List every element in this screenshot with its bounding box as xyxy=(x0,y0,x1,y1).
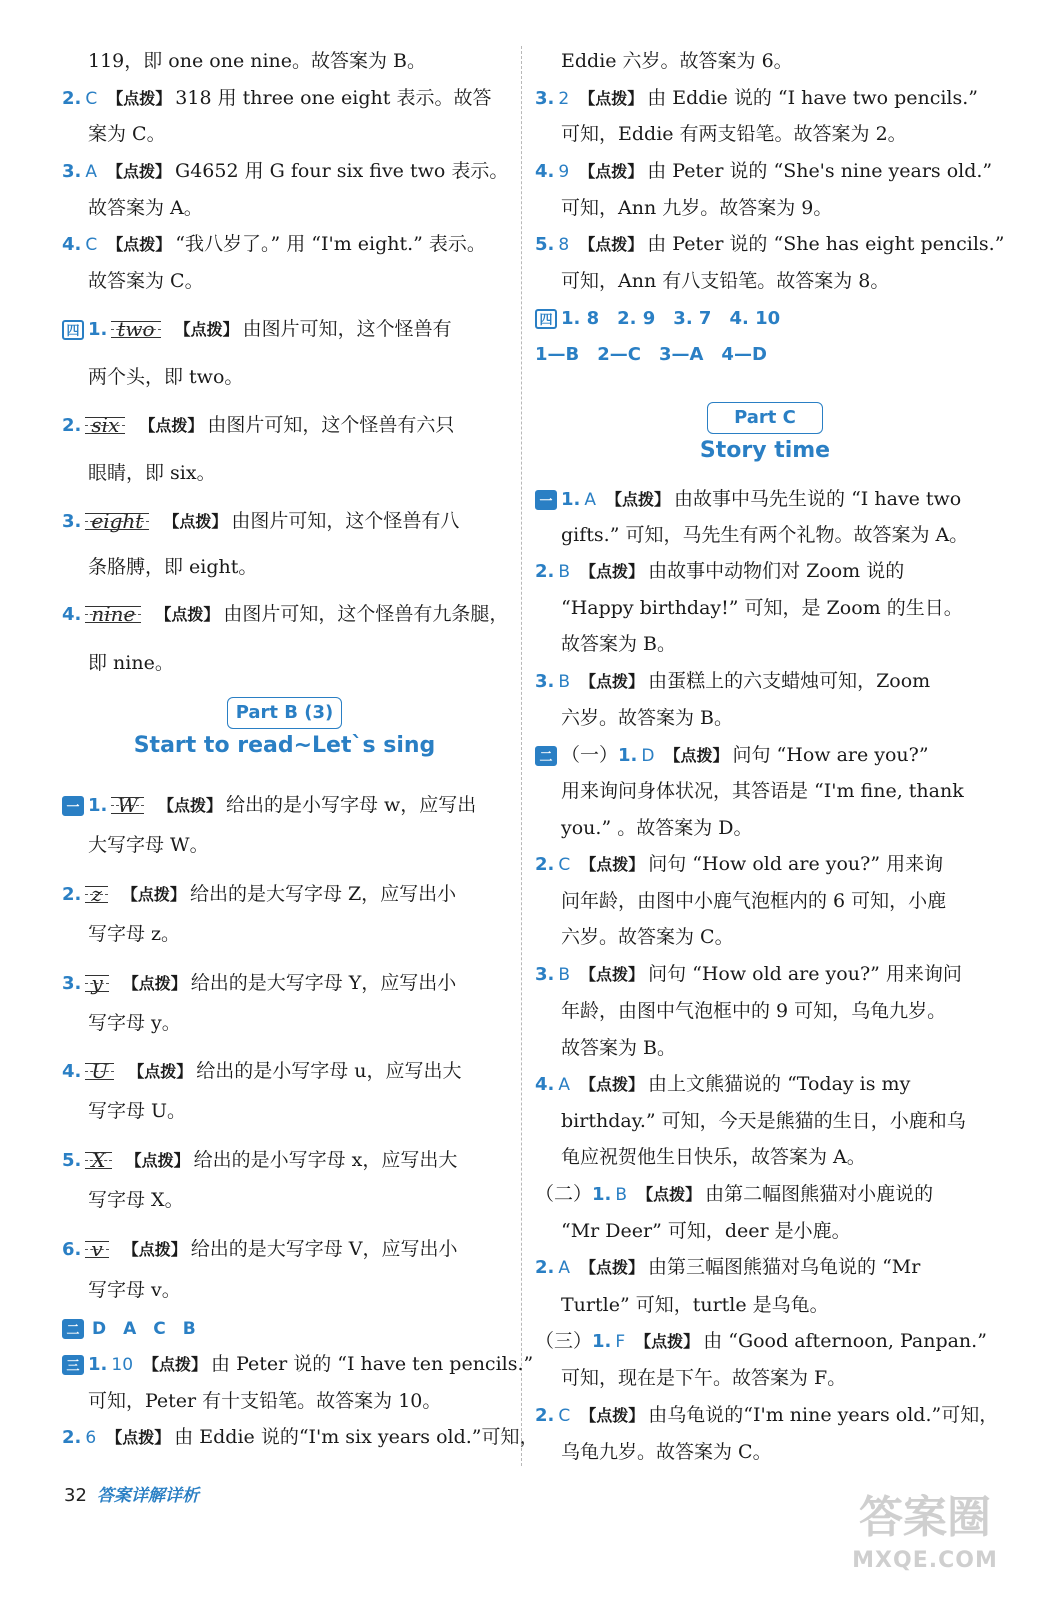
answer-item xyxy=(62,504,507,534)
answer-value: 9 xyxy=(558,162,570,182)
hint-text: 由 Peter 说的 “I have ten pencils.” xyxy=(211,1353,534,1375)
hint-label: 【点拨】 xyxy=(637,1185,702,1204)
answer-letter: F xyxy=(615,1332,626,1352)
text-line: 条胳膊，即 eight。 xyxy=(88,556,258,578)
text-line: Turtle” 可知，turtle 是乌龟。 xyxy=(561,1294,829,1316)
hint-text: 由 Eddie 说的“I'm six years old.”可知， xyxy=(174,1426,539,1448)
part-heading xyxy=(62,697,507,758)
hint-text: 由第三幅图熊猫对乌龟说的 “Mr xyxy=(648,1256,921,1278)
item-number: 2. xyxy=(62,884,82,905)
hint-text: 由故事中马先生说的 “I have two xyxy=(674,488,962,510)
hint-label: 【点拨】 xyxy=(128,1062,193,1081)
answer-item xyxy=(62,83,507,113)
handwriting-line xyxy=(85,504,149,540)
text-line: 眼睛，即 six。 xyxy=(88,462,216,484)
text-line: you.” 。故答案为 D。 xyxy=(561,817,753,839)
item-number: 3. xyxy=(535,88,555,109)
hint-label: 【点拨】 xyxy=(125,1151,190,1170)
answer-item xyxy=(62,1232,507,1262)
handwriting-line xyxy=(85,1054,114,1090)
handwritten-letter: y xyxy=(91,971,103,995)
hint-label: 【点拨】 xyxy=(163,512,228,531)
hint-text: 由图片可知，这个怪兽有九条腿， xyxy=(223,603,509,625)
item-number: 5. xyxy=(535,234,555,255)
answer-item xyxy=(62,1313,507,1343)
item-number: 2. xyxy=(62,88,82,109)
item-number: 3. xyxy=(62,161,82,182)
item-number: 2. xyxy=(535,1257,555,1278)
hint-label: 【点拨】 xyxy=(157,796,222,815)
hint-label: 【点拨】 xyxy=(580,1075,645,1094)
item-number: 1. xyxy=(88,319,108,340)
text-line: “Happy birthday!” 可知，是 Zoom 的生日。 xyxy=(561,597,963,619)
text-line: 可知，现在是下午。故答案为 F。 xyxy=(561,1367,847,1389)
item-number: 4. xyxy=(535,161,555,182)
text-line: 写字母 y。 xyxy=(88,1012,181,1034)
hint-label: 【点拨】 xyxy=(107,235,172,254)
handwritten-word: two xyxy=(117,317,155,341)
handwriting-line xyxy=(111,312,160,348)
text-line: Eddie 六岁。故答案为 6。 xyxy=(561,50,793,72)
item-number: 4. xyxy=(62,604,82,625)
item-number: 3. xyxy=(62,511,82,532)
answer-item xyxy=(62,1143,507,1173)
answer-letter: B xyxy=(558,672,571,692)
text-line: 问年龄，由图中小鹿气泡框内的 6 可知，小鹿 xyxy=(561,890,947,912)
handwriting-line xyxy=(85,408,125,444)
section-marker: 四 xyxy=(62,320,84,340)
item-number: 2. xyxy=(62,1427,82,1448)
text-line: 可知，Ann 九岁。故答案为 9。 xyxy=(561,197,833,219)
hint-text: 由 Peter 说的 “She's nine years old.” xyxy=(647,160,993,182)
item-number: 2. xyxy=(62,415,82,436)
group-label: （一） xyxy=(561,744,619,766)
answer-item xyxy=(535,484,985,514)
hint-label: 【点拨】 xyxy=(121,885,186,904)
answer-item xyxy=(535,339,985,369)
hint-label: 【点拨】 xyxy=(106,1428,171,1447)
answer-item xyxy=(62,408,507,438)
answer-item xyxy=(535,156,993,186)
answer-item xyxy=(62,788,507,818)
hint-text: 由 Peter 说的 “She has eight pencils.” xyxy=(647,233,1005,255)
footer-brand: 答案详解详析 xyxy=(96,1486,199,1506)
item-number: 2. xyxy=(535,854,555,875)
answer-item xyxy=(535,1326,985,1356)
item-number: 1. xyxy=(88,795,108,816)
text-line: 写字母 X。 xyxy=(88,1189,184,1211)
hint-label: 【点拨】 xyxy=(580,1258,645,1277)
hint-text: 给出的是大写字母 Y，应写出小 xyxy=(190,972,457,994)
hint-text: 由蛋糕上的六支蜡烛可知，Zoom xyxy=(648,670,931,692)
text-line: 六岁。故答案为 B。 xyxy=(561,707,734,729)
answer-item xyxy=(535,1400,999,1430)
section-marker: 二 xyxy=(535,746,557,766)
answer-item xyxy=(62,877,507,907)
hint-text: 给出的是大写字母 V，应写出小 xyxy=(190,1238,458,1260)
hint-text: 给出的是小写字母 x，应写出大 xyxy=(193,1149,458,1171)
hint-label: 【点拨】 xyxy=(606,490,671,509)
text-line: 大写字母 W。 xyxy=(88,834,209,856)
hint-text: 由图片可知，这个怪兽有八 xyxy=(231,510,460,532)
section-marker: 二 xyxy=(62,1319,84,1339)
text-line: 写字母 v。 xyxy=(88,1279,181,1301)
item-number: 3. xyxy=(62,973,82,994)
handwriting-line xyxy=(85,1143,111,1179)
answer-item xyxy=(535,229,1005,259)
answer-value: 6 xyxy=(85,1428,97,1448)
part-label: Part C xyxy=(707,402,823,434)
item-number: 3. xyxy=(535,964,555,985)
group-label: （三） xyxy=(535,1330,593,1352)
hint-label: 【点拨】 xyxy=(122,1240,187,1259)
watermark-logo xyxy=(840,1488,1010,1588)
handwritten-word: six xyxy=(91,413,120,437)
hint-text: 问句 “How old are you?” 用来询问 xyxy=(648,963,962,985)
hint-text: 由图片可知，这个怪兽有 xyxy=(242,318,452,340)
answer-letter: A xyxy=(558,1258,571,1278)
text-line: birthday.” 可知，今天是熊猫的生日，小鹿和乌 xyxy=(561,1110,966,1132)
hint-text: 问句 “How old are you?” 用来询 xyxy=(648,853,944,875)
handwritten-letter: z xyxy=(91,882,102,906)
part-subtitle: Start to read~Let`s sing xyxy=(133,733,436,758)
item-number: 1. xyxy=(592,1184,612,1205)
hint-label: 【点拨】 xyxy=(107,162,172,181)
answer-item xyxy=(535,83,985,113)
answer-item xyxy=(535,556,985,586)
hint-text: 由第二幅图熊猫对小鹿说的 xyxy=(705,1183,934,1205)
answer-item xyxy=(62,312,507,342)
answer-letter: C xyxy=(558,1406,571,1426)
text-line: 故答案为 B。 xyxy=(561,1037,677,1059)
hint-text: 问句 “How are you?” xyxy=(732,744,929,766)
answer-item xyxy=(535,1069,985,1099)
item-number: 3. xyxy=(535,671,555,692)
item-number: 1. xyxy=(592,1331,612,1352)
answer-letter: B xyxy=(615,1185,628,1205)
answer-item xyxy=(62,1349,534,1379)
hint-text: 由 “Good afternoon, Panpan.” xyxy=(703,1330,987,1352)
hint-text: 给出的是小写字母 w，应写出 xyxy=(225,794,477,816)
answer-item xyxy=(535,666,985,696)
watermark-url: MXQE.COM xyxy=(852,1548,998,1573)
answer-letter: B xyxy=(558,965,571,985)
section-marker: 三 xyxy=(62,1355,84,1375)
part-label: Part B (3) xyxy=(227,697,343,729)
text-line: 乌龟九岁。故答案为 C。 xyxy=(561,1441,772,1463)
text-line: 写字母 U。 xyxy=(88,1100,187,1122)
item-number: 6. xyxy=(62,1239,82,1260)
item-number: 4. xyxy=(62,234,82,255)
answer-item xyxy=(62,229,507,259)
answer-item xyxy=(535,959,985,989)
hint-label: 【点拨】 xyxy=(174,320,239,339)
section-marker: 四 xyxy=(535,309,557,329)
hint-text: 由上文熊猫说的 “Today is my xyxy=(648,1073,911,1095)
text-line: 两个头，即 two。 xyxy=(88,366,244,388)
handwritten-letter: v xyxy=(91,1237,103,1261)
handwriting-line xyxy=(111,788,144,824)
item-number: 5. xyxy=(62,1150,82,1171)
hint-text: 由 Eddie 说的 “I have two pencils.” xyxy=(647,87,979,109)
hint-label: 【点拨】 xyxy=(155,605,220,624)
item-number: 4. xyxy=(535,1074,555,1095)
text-line: 即 nine。 xyxy=(88,652,174,674)
answer-item xyxy=(535,1252,985,1282)
text-line: 案为 C。 xyxy=(88,123,166,145)
hint-text: 318 用 three one eight 表示。故答 xyxy=(175,87,492,109)
answer-letter: C xyxy=(85,235,98,255)
hint-label: 【点拨】 xyxy=(579,235,644,254)
answer-item xyxy=(535,849,985,879)
text-line: 写字母 z。 xyxy=(88,923,181,945)
handwritten-letter: W xyxy=(117,793,138,817)
answer-letter: C xyxy=(85,89,98,109)
text-line: 可知，Peter 有十支铅笔。故答案为 10。 xyxy=(88,1390,442,1412)
hint-text: 给出的是小写字母 u，应写出大 xyxy=(196,1060,462,1082)
handwriting-line xyxy=(85,597,141,633)
text-line: 故答案为 B。 xyxy=(561,633,677,655)
group-label: （二） xyxy=(535,1183,593,1205)
answer-letter: A xyxy=(584,490,597,510)
answer-item xyxy=(535,740,985,770)
handwritten-letter: X xyxy=(91,1148,106,1172)
hint-text: 由故事中动物们对 Zoom 说的 xyxy=(648,560,905,582)
text-line: 年龄，由图中气泡框中的 9 可知，乌龟九岁。 xyxy=(561,1000,947,1022)
answer-item xyxy=(62,966,507,996)
text-line: 六岁。故答案为 C。 xyxy=(561,926,734,948)
hint-text: 由乌龟说的“I'm nine years old.”可知， xyxy=(648,1404,999,1426)
answer-values: 1. 8 2. 9 3. 7 4. 10 xyxy=(561,308,781,329)
hint-text: “我八岁了。” 用 “I'm eight.” 表示。 xyxy=(175,233,486,255)
answer-value: 2 xyxy=(558,89,570,109)
hint-label: 【点拨】 xyxy=(580,562,645,581)
handwritten-word: nine xyxy=(91,602,136,626)
answer-letter: A xyxy=(558,1075,571,1095)
answer-item xyxy=(535,303,985,333)
text-line: 龟应祝贺他生日快乐，故答案为 A。 xyxy=(561,1146,866,1168)
section-marker: 一 xyxy=(62,796,84,816)
handwritten-word: eight xyxy=(91,509,144,533)
hint-text: 由图片可知，这个怪兽有六只 xyxy=(207,414,455,436)
column-divider xyxy=(521,46,522,1466)
section-marker: 一 xyxy=(535,490,557,510)
item-number: 4. xyxy=(62,1061,82,1082)
answer-letter: C xyxy=(558,855,571,875)
hint-label: 【点拨】 xyxy=(580,672,645,691)
answer-item xyxy=(62,156,507,186)
item-number: 1. xyxy=(561,489,581,510)
item-number: 2. xyxy=(535,1405,555,1426)
hint-label: 【点拨】 xyxy=(635,1332,700,1351)
text-line: 可知，Eddie 有两支铅笔。故答案为 2。 xyxy=(561,123,907,145)
hint-label: 【点拨】 xyxy=(580,855,645,874)
page-number: 32 xyxy=(64,1485,87,1506)
answer-value: 10 xyxy=(111,1355,134,1375)
hint-label: 【点拨】 xyxy=(143,1355,208,1374)
hint-label: 【点拨】 xyxy=(107,89,172,108)
answer-letter: D xyxy=(641,746,655,766)
item-number: 1. xyxy=(88,1354,108,1375)
handwriting-line xyxy=(85,966,108,1002)
matching-answers: 1—B 2—C 3—A 4—D xyxy=(535,344,767,365)
text-line: 119，即 one one nine。故答案为 B。 xyxy=(88,50,427,72)
page-footer xyxy=(64,1478,199,1512)
hint-text: 给出的是大写字母 Z，应写出小 xyxy=(189,883,457,905)
handwritten-letter: U xyxy=(91,1059,109,1083)
answer-letters: D A C B xyxy=(92,1319,196,1339)
answer-letter: A xyxy=(85,162,98,182)
item-number: 2. xyxy=(535,561,555,582)
part-subtitle: Story time xyxy=(699,438,831,463)
item-number: 1. xyxy=(618,745,638,766)
handwriting-line xyxy=(85,877,108,913)
handwriting-line xyxy=(85,1232,108,1268)
answer-item xyxy=(62,1422,539,1452)
answer-item xyxy=(62,597,507,627)
answer-item xyxy=(535,1179,985,1209)
hint-text: G4652 用 G four six five two 表示。 xyxy=(175,160,509,182)
hint-label: 【点拨】 xyxy=(139,416,204,435)
hint-label: 【点拨】 xyxy=(580,965,645,984)
answer-letter: B xyxy=(558,562,571,582)
hint-label: 【点拨】 xyxy=(579,162,644,181)
hint-label: 【点拨】 xyxy=(579,89,644,108)
hint-label: 【点拨】 xyxy=(664,746,729,765)
text-line: 故答案为 C。 xyxy=(88,270,204,292)
hint-label: 【点拨】 xyxy=(580,1406,645,1425)
answer-value: 8 xyxy=(558,235,570,255)
text-line: 用来询问身体状况，其答语是 “I'm fine, thank xyxy=(561,780,964,802)
watermark-text: 答案圈 xyxy=(859,1492,991,1543)
text-line: “Mr Deer” 可知，deer 是小鹿。 xyxy=(561,1220,851,1242)
text-line: gifts.” 可知，马先生有两个礼物。故答案为 A。 xyxy=(561,524,969,546)
hint-label: 【点拨】 xyxy=(122,974,187,993)
text-line: 可知，Ann 有八支铅笔。故答案为 8。 xyxy=(561,270,890,292)
part-heading xyxy=(675,402,855,463)
answer-item xyxy=(62,1054,507,1084)
text-line: 故答案为 A。 xyxy=(88,197,203,219)
